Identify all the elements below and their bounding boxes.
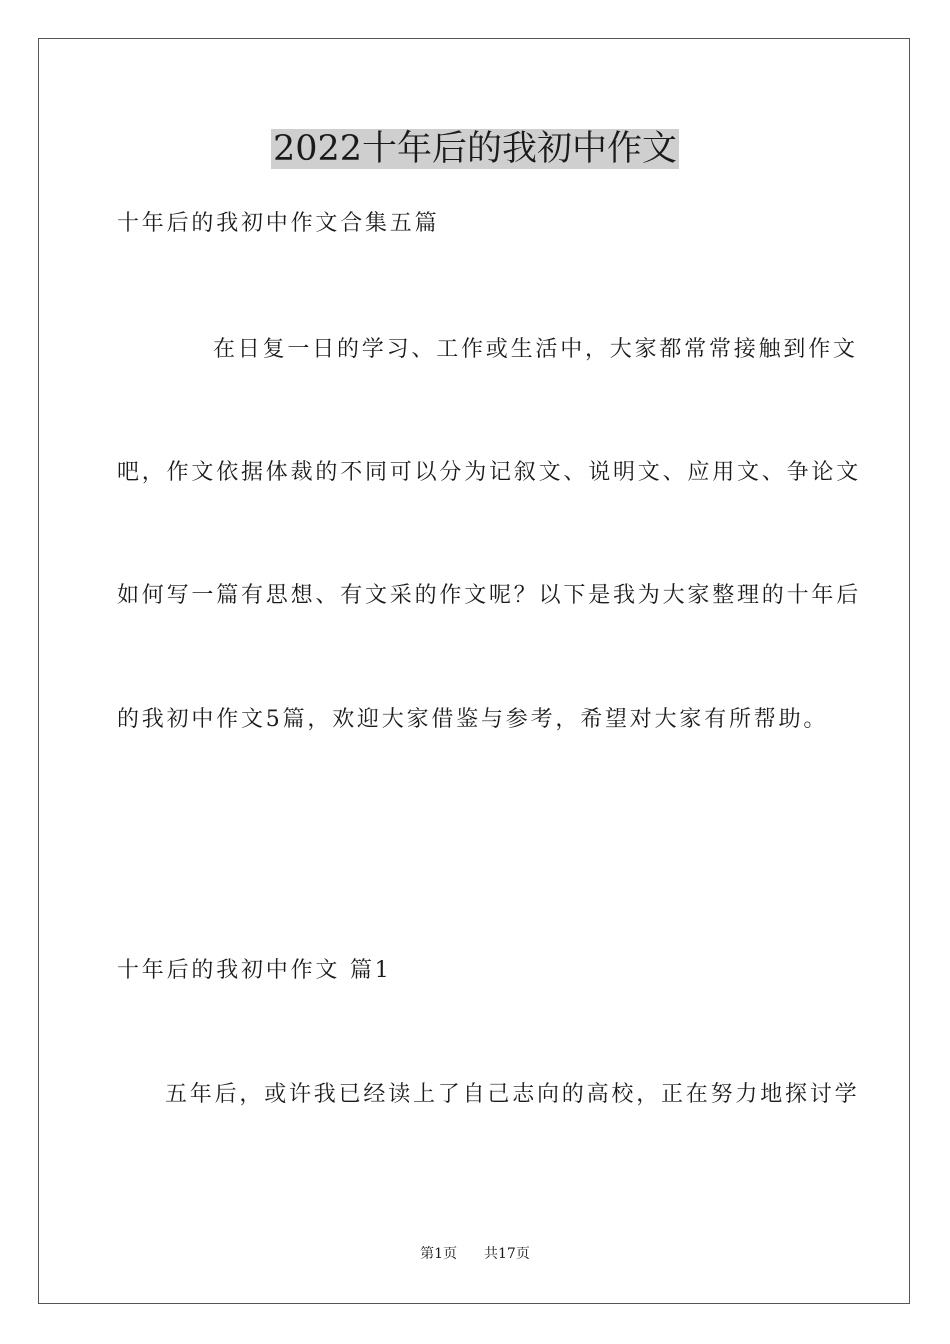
- document-subtitle: 十年后的我初中作文合集五篇: [117, 211, 440, 236]
- page-total: 共17页: [484, 1246, 530, 1262]
- document-title-text: 2022十年后的我初中作文: [272, 129, 678, 169]
- intro-line-3: 如何写一篇有思想、有文采的作文呢？以下是我为大家整理的十年后: [117, 583, 862, 608]
- intro-line-1: 在日复一日的学习、工作或生活中，大家都常常接触到作文: [213, 337, 858, 362]
- intro-line-2: 吧，作文依据体裁的不同可以分为记叙文、说明文、应用文、争论文: [117, 460, 862, 485]
- document-title: [0, 125, 950, 173]
- page-footer: [0, 1244, 950, 1264]
- intro-line-4: 的我初中作文5篇，欢迎大家借鉴与参考，希望对大家有所帮助。: [117, 707, 829, 732]
- section-heading: 十年后的我初中作文 篇1: [117, 958, 392, 983]
- page-number: 第1页: [420, 1246, 458, 1262]
- section-body-line-1: 五年后，或许我已经读上了自己志向的高校，正在努力地探讨学: [165, 1082, 860, 1107]
